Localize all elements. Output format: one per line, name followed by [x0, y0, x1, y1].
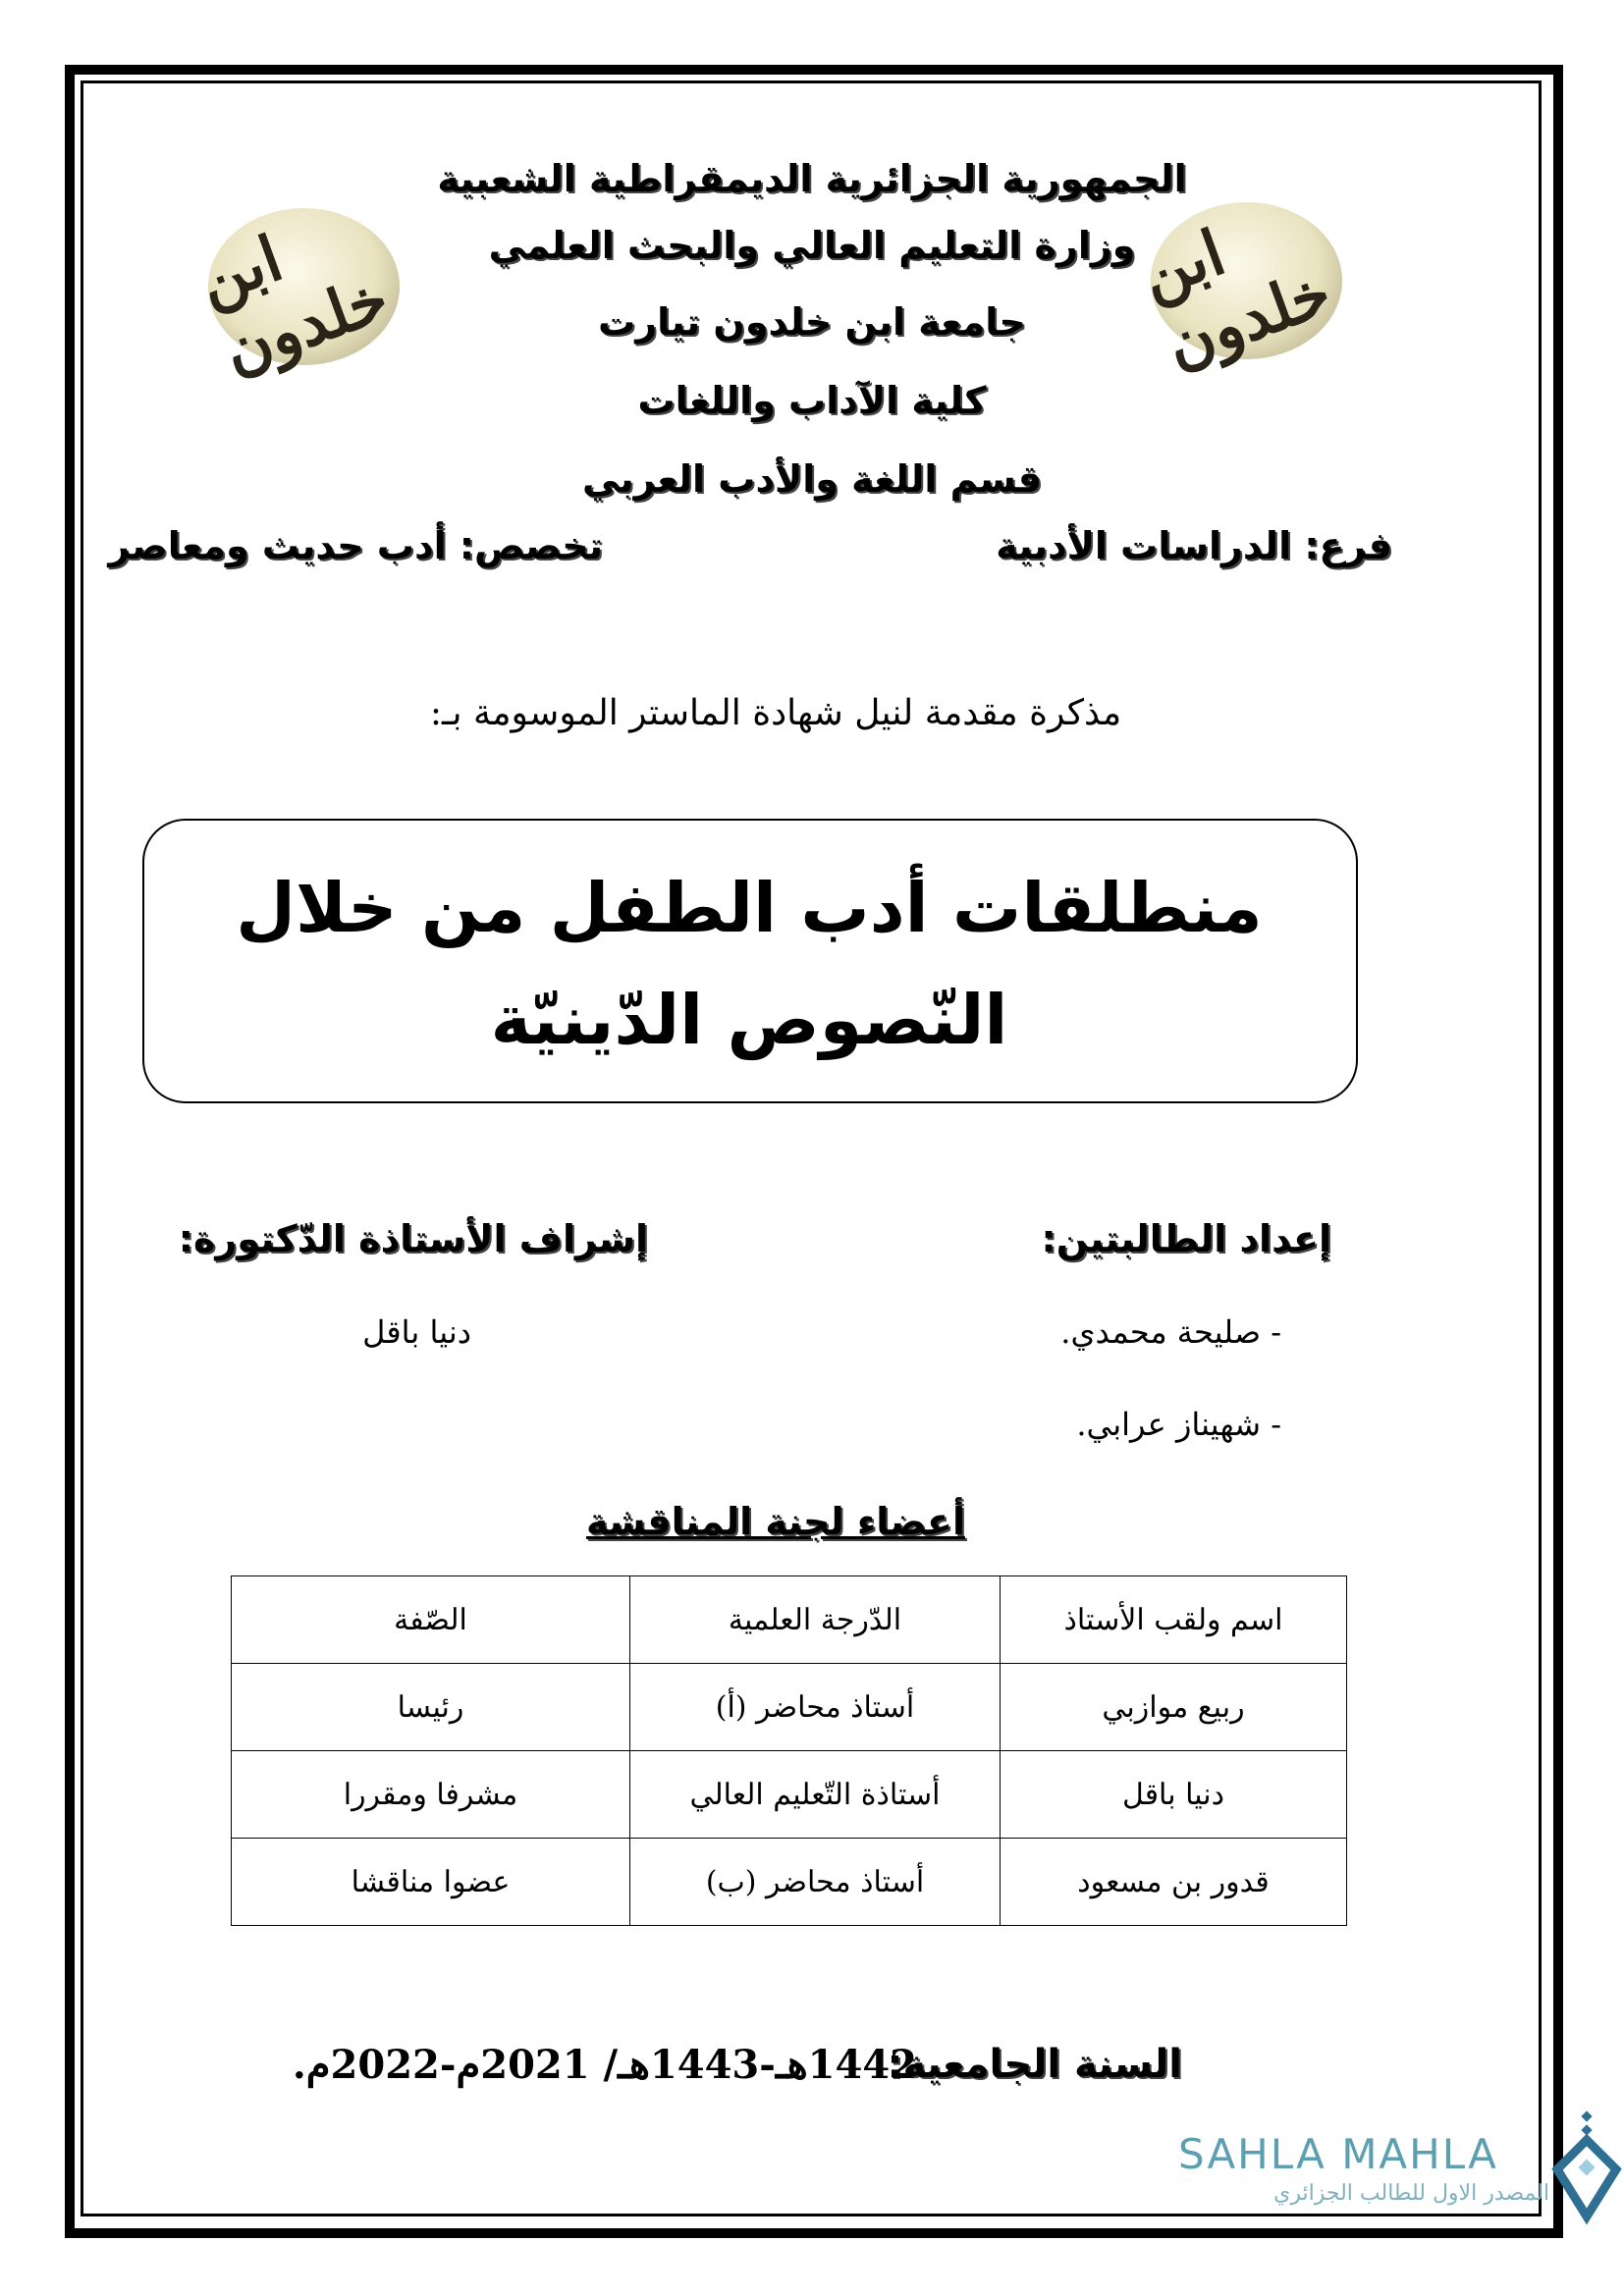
member-role: مشرفا ومقررا — [232, 1751, 630, 1839]
university-heading: جامعة ابن خلدون تيارت — [598, 300, 1026, 344]
watermark-logo-icon — [1551, 2110, 1622, 2218]
committee-table — [231, 1575, 1347, 1926]
watermark-tagline: المصدر الاول للطالب الجزائري — [1273, 2181, 1549, 2206]
thesis-title-line-1: منطلقات أدب الطفل من خلال — [236, 868, 1263, 948]
academic-year-value: 1442هـ-1443هـ/ 2021م-2022م. — [292, 2042, 917, 2088]
student-name: - صليحة محمدي. — [1060, 1313, 1281, 1351]
students-heading: إعداد الطالبتين: — [1041, 1217, 1331, 1260]
watermark-brand: SAHLA MAHLA — [1178, 2130, 1498, 2178]
title-box — [142, 819, 1358, 1103]
branch-label: فرع: الدراسات الأدبية — [996, 524, 1392, 567]
student-name: - شهيناز عرابي. — [1076, 1406, 1281, 1443]
member-name: قدور بن مسعود — [1001, 1839, 1347, 1926]
thesis-title-line-2: النّصوص الدّينيّة — [490, 980, 1008, 1060]
supervisor-name: دنيا باقل — [362, 1313, 471, 1351]
column-header: اسم ولقب الأستاذ — [1001, 1576, 1347, 1664]
column-header: الدّرجة العلمية — [630, 1576, 1001, 1664]
logo-lettering: ابن خلدون — [189, 222, 399, 389]
member-name: دنيا باقل — [1001, 1751, 1347, 1839]
member-role: رئيسا — [232, 1664, 630, 1751]
thesis-subtitle: مذكرة مقدمة لنيل شهادة الماستر الموسومة بـ: — [429, 693, 1122, 733]
faculty-heading: كلية الآداب واللغات — [637, 379, 987, 422]
table-row — [232, 1751, 1347, 1839]
column-header: الصّفة — [232, 1576, 630, 1664]
member-name: ربيع موازبي — [1001, 1664, 1347, 1751]
republic-heading: الجمهورية الجزائرية الديمقراطية الشعبية — [437, 157, 1187, 200]
table-header-row — [232, 1576, 1347, 1664]
academic-year-label: السنة الجامعية: — [887, 2042, 1182, 2087]
logo-lettering: ابن خلدون — [1131, 216, 1341, 383]
committee-heading: أعضاء لجنة المناقشة — [586, 1500, 965, 1543]
member-rank: أستاذ محاضر (ب) — [630, 1839, 1001, 1926]
department-heading: قسم اللغة والأدب العربي — [581, 457, 1043, 501]
member-rank: أستاذة التّعليم العالي — [630, 1751, 1001, 1839]
specialty-label: تخصص: أدب حديث ومعاصر — [108, 524, 603, 567]
ministry-heading: وزارة التعليم العالي والبحث العلمي — [488, 224, 1136, 267]
member-rank: أستاذ محاضر (أ) — [630, 1664, 1001, 1751]
table-row — [232, 1839, 1347, 1926]
table-row — [232, 1664, 1347, 1751]
supervisor-heading: إشراف الأستاذة الدّكتورة: — [178, 1217, 648, 1260]
member-role: عضوا مناقشا — [232, 1839, 630, 1926]
